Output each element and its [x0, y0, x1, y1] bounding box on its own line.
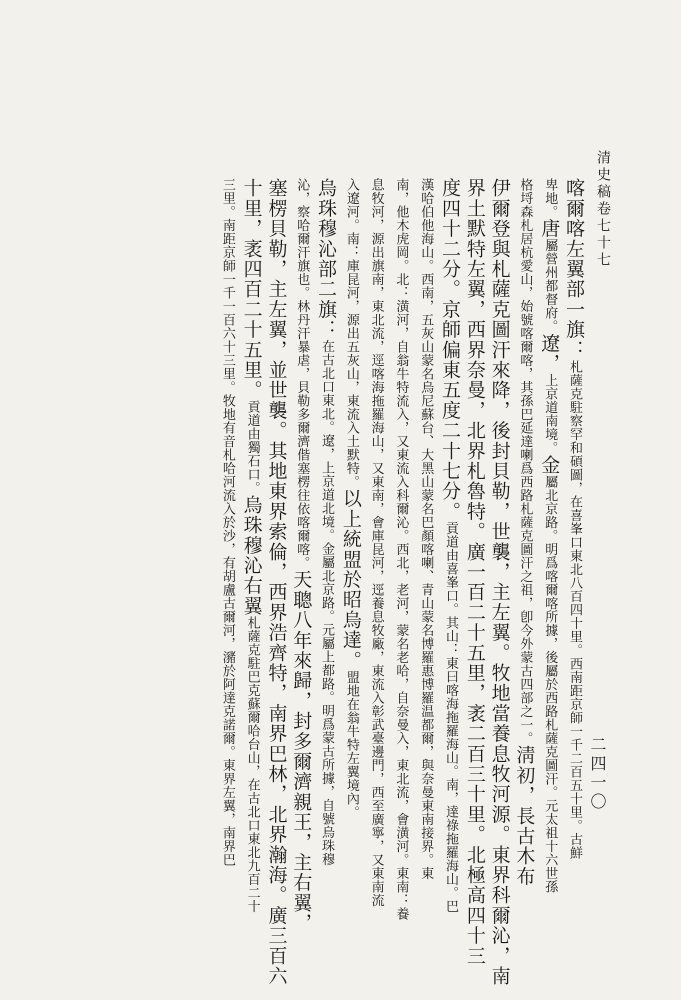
page-number: 二四一〇	[588, 736, 607, 812]
main-text-segment: 長古木布	[513, 805, 536, 887]
annotation-segment: 盟地在翁牛特左翼境內。	[343, 670, 359, 819]
text-column	[512, 178, 537, 998]
main-text-segment: 界土默特左翼，西界奈曼，北界札魯特。廣一百二十五里，袤二百三十里。北極高四十三	[463, 178, 486, 966]
main-text-segment: 烏珠穆沁部二旗：	[315, 178, 338, 340]
text-column	[536, 178, 561, 998]
annotation-segment: 格埒森札居杭愛山，始號喀爾喀，其孫巴延達喇爲西路札薩克圖汗之祖，卽今外蒙古四部之一。	[517, 178, 533, 745]
annotation-segment: 屬營州都督府。	[542, 238, 558, 334]
text-column	[412, 178, 437, 998]
text-column	[363, 178, 388, 998]
annotation-segment: 漢哈伯他海山。西南，五灰山蒙名烏尼蘇台、大黑山蒙名巴顏喀喇、青山蒙名博羅惠博羅温都爾，與奈曼東南接界。東	[418, 178, 434, 880]
annotation-segment: 在古北口東北。遼，上京道北境。金屬北京路。元屬上都路。明爲蒙古所據，自號烏珠穆	[319, 339, 335, 867]
text-column	[487, 178, 512, 998]
text-column	[437, 178, 462, 998]
main-text-segment: 塞楞貝勒，主左翼，並世襲。其地東界索倫，西界浩齊特，南界巴林，北界瀚海。廣三百六	[265, 178, 288, 986]
text-column	[388, 178, 413, 998]
text-column	[264, 178, 289, 998]
annotation-segment: 南，他木虎岡。北：潢河，自翁牛特流入，又東流入科爾沁。西北，老河，蒙名老哈，自奈曼入，東北流，會潢河。東南：養	[393, 178, 409, 921]
annotation-segment: 三里。南距京師一千一百六十三里。牧地有音札哈河流入於沙，有胡盧古爾河，瀦於阿達克諾爾。東界左翼，南界巴	[219, 178, 235, 867]
main-text-segment: 度四十二分。京師偏東五度二十七分。	[439, 178, 462, 522]
text-column	[561, 178, 586, 998]
main-text-segment: 烏珠穆沁右翼	[240, 494, 263, 616]
annotation-segment: 札薩克駐察罕和碩圖，在喜峯口東北八百四十里。西南距京師一千二百五十里。古鮮	[567, 359, 582, 860]
annotation-segment: 沁，察哈爾汗旗也。林丹汗暴虐，貝勒多爾濟偕塞楞往依喀爾喀。	[294, 178, 310, 570]
vertical-text-body	[68, 178, 586, 998]
main-text-segment: 遼，	[538, 333, 561, 374]
annotation-segment: 札薩克駐巴克蘇爾哈台山，在古北口東北九百二十	[244, 615, 260, 913]
main-text-segment: 唐	[538, 218, 561, 239]
annotation-segment: 息牧河，源出旗南，東北流，逕喀海拖羅海山，又東南，會庫昆河，逕養息牧廠，東流入彰武臺邊門，西至廣寧，又東南流	[368, 178, 384, 907]
text-column	[239, 178, 264, 998]
text-column	[288, 178, 313, 998]
running-header: 清史稿卷七十七	[595, 150, 611, 269]
text-column	[462, 178, 487, 998]
annotation-segment: 卑地。	[542, 178, 558, 219]
main-text-segment: 以上統盟於昭烏達。	[339, 488, 362, 671]
main-text-segment: 十里，袤四百二十五里。	[240, 178, 263, 401]
annotation-segment: 上京道南境。	[542, 373, 558, 455]
annotation-segment: 貢道由獨石口。	[244, 400, 260, 495]
main-text-segment: 天聰八年來歸，封多爾濟親王，主右翼，	[290, 569, 313, 934]
text-column	[338, 178, 363, 998]
text-column	[313, 178, 338, 998]
annotation-segment: 屬北京路。明爲喀爾喀所據，後屬於西路札薩克圖汗。元太祖十六世孫	[542, 474, 558, 894]
annotation-segment: 貢道由喜峯口。其山：東曰喀海拖羅海山。南，達祿拖羅海山。巴	[443, 521, 459, 913]
main-text-segment: 金	[538, 454, 561, 475]
main-text-segment: 淸初，	[513, 745, 536, 806]
main-text-segment: 喀爾喀左翼部一旗：	[563, 178, 585, 360]
main-text-segment: 伊爾登與札薩克圖汗來降，後封貝勒，世襲，主左翼。牧地當養息牧河源。東界科爾沁，南	[488, 178, 511, 986]
annotation-segment: 入遼河。南：庫昆河，源出五灰山，東流入土默特。	[343, 178, 359, 489]
text-column	[214, 178, 239, 998]
